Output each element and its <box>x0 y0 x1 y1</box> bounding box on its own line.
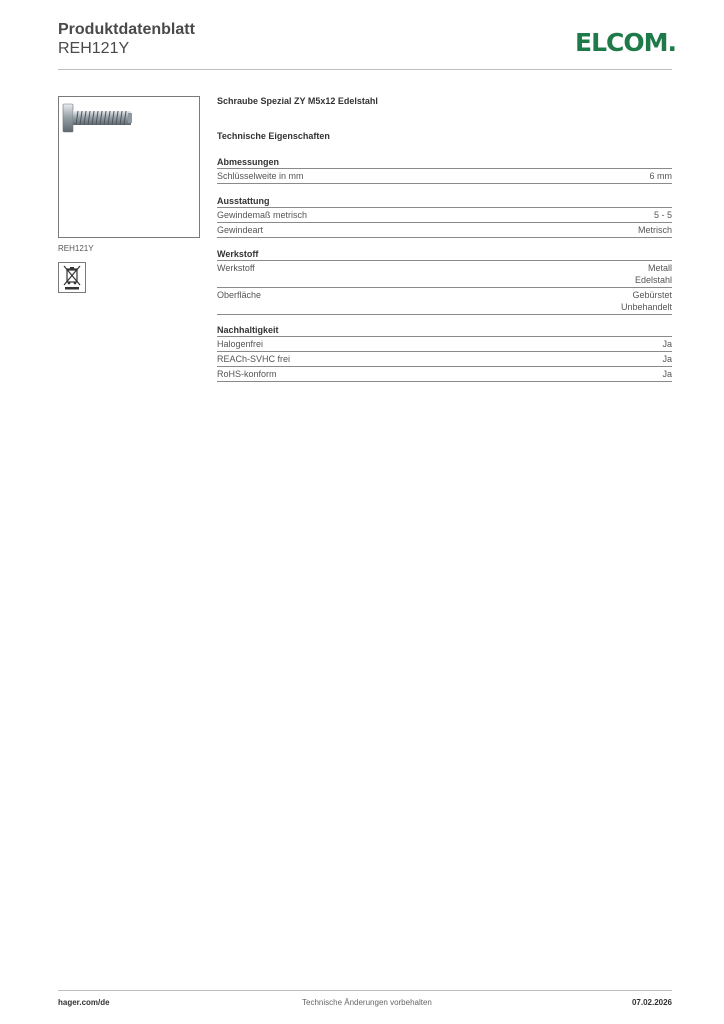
property-value <box>635 262 672 286</box>
group-nachhaltigkeit <box>217 324 672 382</box>
property-value-line: Unbehandelt <box>620 302 672 312</box>
group-heading: Abmessungen <box>217 156 672 169</box>
property-row <box>217 223 672 238</box>
property-label: REACh-SVHC frei <box>217 354 291 364</box>
property-label: Werkstoff <box>217 263 255 273</box>
property-value <box>621 289 672 313</box>
property-value: Ja <box>662 354 672 364</box>
footer-divider <box>58 990 672 991</box>
footer-notice: Technische Änderungen vorbehalten <box>302 998 432 1007</box>
group-abmessungen <box>217 156 672 184</box>
property-row <box>217 367 672 382</box>
crossed-out-wheelie-bin-icon <box>58 262 86 293</box>
property-row <box>217 208 672 223</box>
property-value: 5 - 5 <box>653 210 672 220</box>
header-divider <box>58 69 672 70</box>
property-label: Oberfläche <box>217 290 262 300</box>
footer-website[interactable]: hager.com/de <box>58 998 110 1007</box>
property-row <box>217 261 672 288</box>
group-heading: Werkstoff <box>217 248 672 261</box>
property-value-line: Edelstahl <box>634 275 672 285</box>
group-ausstattung <box>217 195 672 238</box>
property-label: Halogenfrei <box>217 339 264 349</box>
footer-date: 07.02.2026 <box>631 998 672 1007</box>
property-label: Gewindemaß metrisch <box>217 210 308 220</box>
screw-image <box>62 102 134 134</box>
property-value: 6 mm <box>649 171 672 181</box>
property-row <box>217 352 672 367</box>
group-werkstoff <box>217 248 672 315</box>
property-label: RoHS-konform <box>217 369 277 379</box>
property-value: Ja <box>662 369 672 379</box>
property-row <box>217 337 672 352</box>
group-heading: Nachhaltigkeit <box>217 324 672 337</box>
property-row <box>217 169 672 184</box>
product-name: Schraube Spezial ZY M5x12 Edelstahl <box>217 96 378 106</box>
property-value: Metrisch <box>637 225 672 235</box>
property-label: Schlüsselweite in mm <box>217 171 304 181</box>
property-row <box>217 288 672 315</box>
document-title: Produktdatenblatt <box>58 21 195 38</box>
property-value: Ja <box>662 339 672 349</box>
property-value-line: Gebürstet <box>632 290 672 300</box>
group-heading: Ausstattung <box>217 195 672 208</box>
product-code: REH121Y <box>58 40 130 57</box>
property-value-line: Metall <box>647 263 672 273</box>
elcom-logo: ELCOM. <box>575 28 676 57</box>
section-heading: Technische Eigenschaften <box>217 131 330 141</box>
property-label: Gewindeart <box>217 225 264 235</box>
product-image-frame <box>58 96 200 238</box>
image-caption: REH121Y <box>58 244 94 253</box>
